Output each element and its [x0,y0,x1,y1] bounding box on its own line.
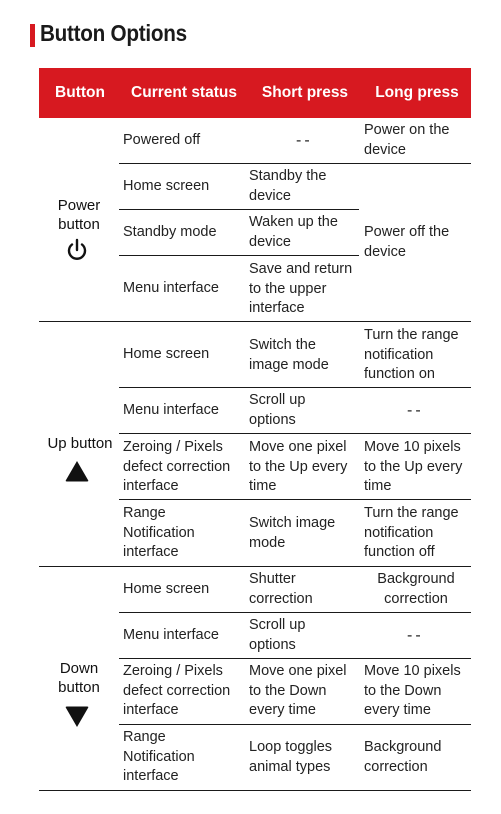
table-bottom-border [39,790,471,791]
long-press-cell: -- [407,627,424,644]
short-press-cell: Waken up the device [249,214,338,250]
long-press-cell: Turn the range notification function on [364,327,459,382]
status-cell: Range Notification interface [123,505,195,560]
short-press-cell: -- [296,132,313,149]
row-divider [119,255,359,256]
header-current-status: Current status [131,84,237,101]
table-header [39,68,471,118]
group-divider [39,321,471,322]
row-divider [119,433,471,434]
status-cell: Zeroing / Pixels defect correction interface [123,663,231,718]
long-press-cell: Power off the device [364,224,450,260]
title-accent-bar [30,24,35,47]
power-icon [65,238,89,267]
status-cell: Range Notification interface [123,729,195,784]
short-press-cell: Move one pixel to the Down every time [249,663,347,718]
header-short-press: Short press [261,84,349,101]
long-press-cell: -- [407,402,424,419]
long-press-cell: Move 10 pixels to the Down every time [364,663,461,718]
row-divider [119,209,359,210]
long-press-cell: Turn the range notification function off [364,505,459,560]
short-press-cell: Standby the device [249,168,327,204]
short-press-cell: Loop toggles animal types [249,739,333,775]
short-press-cell: Scroll up options [249,392,306,428]
row-divider [119,612,471,613]
long-press-cell: Move 10 pixels to the Up every time [364,439,463,494]
row-divider [119,163,471,164]
row-divider [119,658,471,659]
status-cell: Home screen [123,178,210,194]
short-press-cell: Move one pixel to the Up every time [249,439,348,494]
row-divider [119,499,471,500]
row-divider [119,387,471,388]
short-press-cell: Scroll up options [249,617,306,653]
status-cell: Home screen [123,346,210,362]
row-divider [119,724,471,725]
short-press-cell: Save and return to the upper interface [249,261,353,316]
group-name-power: Power button [57,197,101,233]
long-press-cell: Background correction [364,739,442,775]
status-cell: Menu interface [123,627,219,643]
page-title: Button Options [40,20,187,46]
header-button: Button [55,84,105,101]
short-press-cell: Switch the image mode [249,337,329,373]
group-divider [39,566,471,567]
status-cell: Menu interface [123,280,219,296]
header-long-press: Long press [375,84,459,101]
status-cell: Standby mode [123,224,217,240]
group-name-up: Up button [47,435,113,452]
short-press-cell: Shutter correction [249,571,313,607]
status-cell: Zeroing / Pixels defect correction interface [123,439,231,494]
triangle-down-icon [64,705,90,734]
status-cell: Menu interface [123,402,219,418]
triangle-up-icon [64,459,90,488]
long-press-cell: Power on the device [364,122,450,158]
group-name-down: Down button [58,660,100,696]
status-cell: Powered off [123,132,201,148]
status-cell: Home screen [123,581,210,597]
long-press-cell: Background correction [377,571,455,607]
short-press-cell: Switch image mode [249,515,336,551]
